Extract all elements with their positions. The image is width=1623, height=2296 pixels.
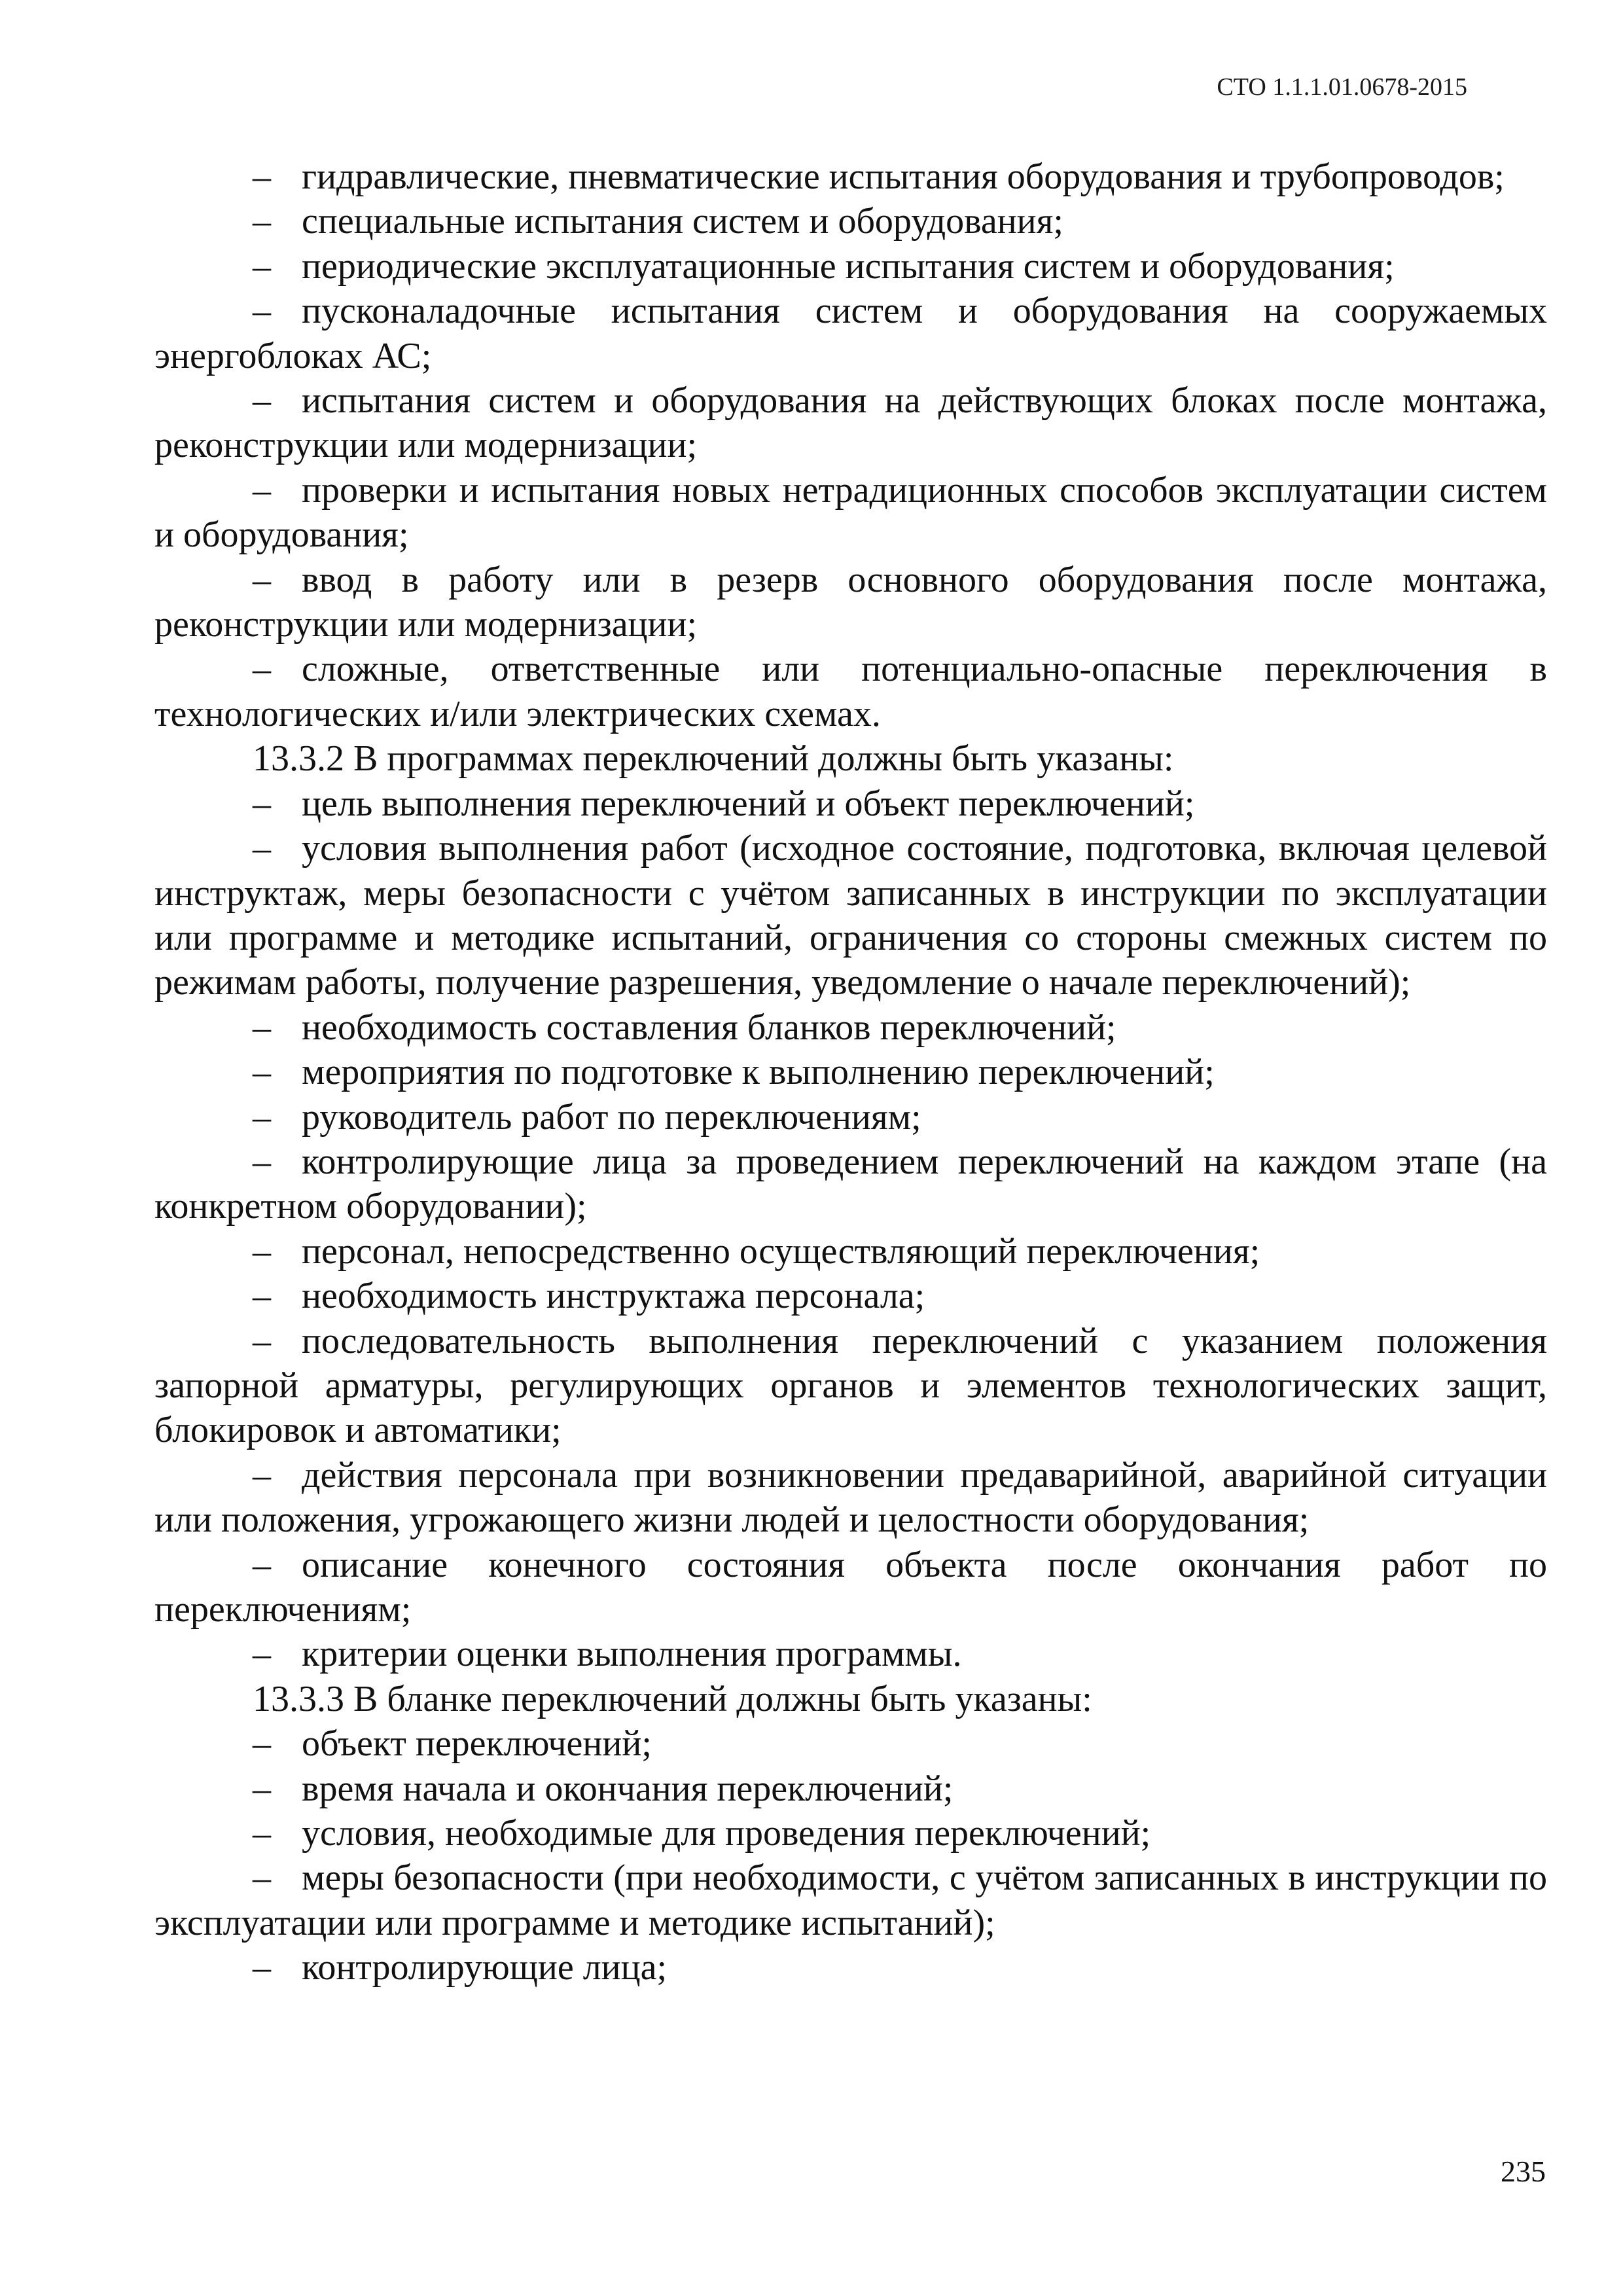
bullet-dash: –	[253, 201, 271, 242]
list-item	[154, 154, 1547, 199]
list-item-text: сложные, ответственные или потенциально-опасные переключения в технологических и/или электрических схемах.	[154, 649, 1547, 734]
list-item	[154, 378, 1547, 468]
list-item-text: ввод в работу или в резерв основного оборудования после монтажа, реконструкции или модернизации;	[154, 559, 1547, 645]
list-item	[154, 468, 1547, 558]
bullet-dash: –	[253, 1096, 271, 1138]
list-item-text: критерии оценки выполнения программы.	[302, 1634, 962, 1675]
list-item	[154, 1274, 1547, 1318]
list-item-text: персонал, непосредственно осуществляющий переключения;	[302, 1230, 1260, 1272]
list-item	[154, 1095, 1547, 1139]
list-item	[154, 1543, 1547, 1632]
bullet-dash: –	[253, 1947, 271, 1988]
list-item-text: испытания систем и оборудования на действующих блоках после монтажа, реконструкции или модернизации;	[154, 380, 1547, 466]
bullet-dash: –	[253, 783, 271, 824]
list-item-text: специальные испытания систем и оборудования;	[302, 201, 1063, 242]
list-item	[154, 1811, 1547, 1856]
list-item-text: проверки и испытания новых нетрадиционных способов эксплуатации систем и оборудования;	[154, 469, 1547, 556]
bullet-dash: –	[253, 469, 271, 511]
document-body	[154, 154, 1547, 1990]
bullet-dash: –	[253, 559, 271, 600]
list-item	[154, 289, 1547, 378]
list-item	[154, 1767, 1547, 1811]
section-paragraph: 13.3.3 В бланке переключений должны быть указаны:	[253, 1678, 1092, 1719]
list-item	[154, 826, 1547, 1005]
list-item-text: контролирующие лица за проведением переключений на каждом этапе (на конкретном оборудовании);	[154, 1141, 1547, 1227]
page-number: 235	[1501, 2155, 1546, 2188]
list-item	[154, 1139, 1547, 1229]
bullet-dash: –	[253, 1544, 271, 1585]
list-item-text: действия персонала при возникновении предаварийной, аварийной ситуации или положения, угрожающего жизни людей и целостности оборудования;	[154, 1454, 1547, 1541]
list-item-text: контролирующие лица;	[302, 1947, 668, 1988]
bullet-dash: –	[253, 1276, 271, 1317]
list-item	[154, 199, 1547, 243]
list-item-text: периодические эксплуатационные испытания систем и оборудования;	[302, 245, 1395, 287]
list-item-text: объект переключений;	[302, 1723, 652, 1765]
bullet-dash: –	[253, 1052, 271, 1093]
bullet-dash: –	[253, 828, 271, 869]
bullet-dash: –	[253, 1768, 271, 1809]
bullet-dash: –	[253, 1141, 271, 1182]
bullet-dash: –	[253, 1634, 271, 1675]
list-item-text: последовательность выполнения переключений с указанием положения запорной арматуры, регулирующих органов и элементов технологических защит, блокировок и автоматики;	[154, 1320, 1547, 1451]
bullet-dash: –	[253, 1857, 271, 1899]
bullet-dash: –	[253, 1230, 271, 1272]
list-item	[154, 1721, 1547, 1766]
list-item	[154, 781, 1547, 826]
bullet-dash: –	[253, 380, 271, 422]
list-item	[154, 244, 1547, 289]
bullet-dash: –	[253, 291, 271, 332]
list-item	[154, 558, 1547, 647]
bullet-dash: –	[253, 1723, 271, 1765]
list-item-text: время начала и окончания переключений;	[302, 1768, 954, 1809]
bullet-dash: –	[253, 245, 271, 287]
list-item-text: условия выполнения работ (исходное состояние, подготовка, включая целевой инструктаж, меры безопасности с учётом записанных в инструкции по эксплуатации или программе и методике испытаний, ограничения со стороны смежных систем по режимам работы, получение разрешения, уведомление о начале переключений);	[154, 828, 1547, 1003]
list-item-text: цель выполнения переключений и объект переключений;	[302, 783, 1195, 824]
list-item-text: меры безопасности (при необходимости, с учётом записанных в инструкции по эксплуатации или программе и методике испытаний);	[154, 1857, 1547, 1943]
list-item-text: руководитель работ по переключениям;	[302, 1096, 921, 1138]
bullet-dash: –	[253, 1320, 271, 1361]
bullet-dash: –	[253, 156, 271, 197]
list-item	[154, 1005, 1547, 1050]
list-item	[154, 1453, 1547, 1543]
list-item-text: пусконаладочные испытания систем и оборудования на сооружаемых энергоблоках АС;	[154, 291, 1547, 376]
bullet-dash: –	[253, 649, 271, 690]
list-item	[154, 1632, 1547, 1676]
bullet-dash: –	[253, 1813, 271, 1854]
list-item-text: мероприятия по подготовке к выполнению переключений;	[302, 1052, 1215, 1093]
list-item	[154, 1945, 1547, 1990]
list-item	[154, 1229, 1547, 1274]
list-item-text: описание конечного состояния объекта после окончания работ по переключениям;	[154, 1544, 1547, 1630]
document-code-header: СТО 1.1.1.01.0678-2015	[1217, 73, 1467, 101]
list-item	[154, 647, 1547, 736]
list-item	[154, 1856, 1547, 1945]
list-item	[154, 1050, 1547, 1094]
list-item-text: условия, необходимые для проведения переключений;	[302, 1813, 1151, 1854]
list-item-text: гидравлические, пневматические испытания оборудования и трубопроводов;	[302, 156, 1505, 197]
section-paragraph: 13.3.2 В программах переключений должны быть указаны:	[253, 738, 1174, 780]
bullet-dash: –	[253, 1454, 271, 1496]
list-item-text: необходимость инструктажа персонала;	[302, 1276, 925, 1317]
bullet-dash: –	[253, 1007, 271, 1048]
list-item-text: необходимость составления бланков переключений;	[302, 1007, 1116, 1048]
list-item	[154, 1319, 1547, 1453]
